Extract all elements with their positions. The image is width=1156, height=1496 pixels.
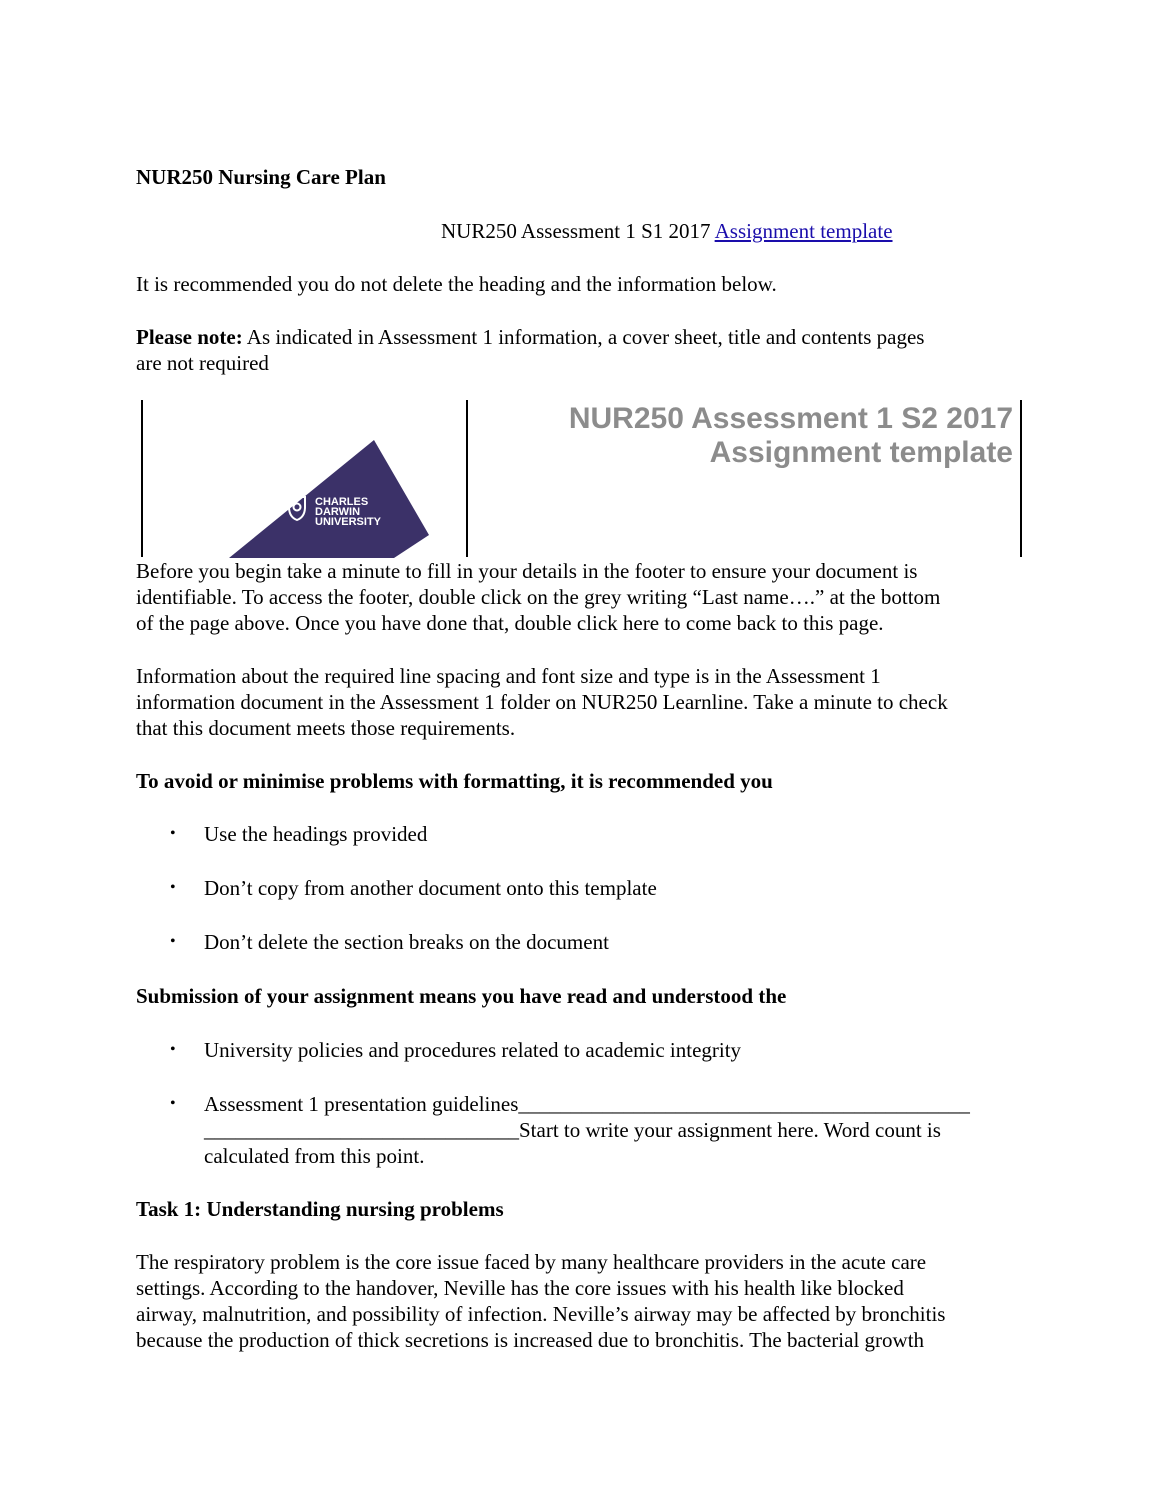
- list-item: University policies and procedures related to academic integrity: [204, 1038, 742, 1062]
- paragraph-line: Information about the required line spacing and font size and type is in the Assessment 1: [136, 664, 881, 688]
- assignment-template-link[interactable]: Assignment template: [714, 219, 893, 243]
- paragraph-line: settings. According to the handover, Neville has the core issues with his health like blocked: [136, 1276, 904, 1300]
- header-left-border: [141, 400, 143, 557]
- list-item: Don’t delete the section breaks on the document: [204, 930, 609, 954]
- logo-line-3: UNIVERSITY: [315, 516, 382, 528]
- footer-instructions: [136, 558, 1021, 636]
- cdu-logo: [229, 440, 429, 558]
- formatting-heading: To avoid or minimise problems with formatting, it is recommended you: [136, 769, 773, 793]
- header-title-block: [470, 400, 1013, 480]
- bullet-icon: •: [170, 1095, 176, 1112]
- logo-wordmark: [315, 497, 381, 527]
- bullet-icon: •: [170, 825, 176, 842]
- paragraph-line: The respiratory problem is the core issue faced by many healthcare providers in the acute care: [136, 1250, 927, 1274]
- list-item: Assessment 1 presentation guidelines___________________________________________: [204, 1092, 970, 1116]
- header-title-line-1: NUR250 Assessment 1 S2 2017: [568, 402, 1013, 435]
- bullet-icon: •: [170, 933, 176, 950]
- subtitle-text: NUR250 Assessment 1 S1 2017: [441, 219, 715, 243]
- list-item-continuation: calculated from this point.: [204, 1144, 425, 1168]
- paragraph-line: information document in the Assessment 1 folder on NUR250 Learnline. Take a minute to check: [136, 690, 948, 714]
- list-item: Don’t copy from another document onto this template: [204, 876, 657, 900]
- paragraph-line: of the page above. Once you have done that, double click here to come back to this page.: [136, 611, 884, 635]
- logo-line-2: DARWIN: [315, 506, 361, 518]
- note-text: As indicated in Assessment 1 information, a cover sheet, title and contents pages: [242, 325, 925, 349]
- paragraph-line: that this document meets those requirements.: [136, 716, 516, 740]
- submission-heading: Submission of your assignment means you have read and understood the: [136, 984, 787, 1008]
- paragraph-line: airway, malnutrition, and possibility of infection. Neville’s airway may be affected by bronchitis: [136, 1302, 946, 1326]
- paragraph-line: identifiable. To access the footer, double click on the grey writing “Last name….” at the bottom: [136, 585, 941, 609]
- intro-text: It is recommended you do not delete the heading and the information below.: [136, 272, 777, 296]
- task-paragraph[interactable]: [136, 1249, 1021, 1353]
- list-item-continuation[interactable]: ______________________________Start to write your assignment here. Word count is: [204, 1118, 941, 1142]
- task-heading: Task 1: Understanding nursing problems: [136, 1197, 504, 1221]
- note-line-1: [136, 324, 924, 350]
- info-paragraph: [136, 663, 1021, 741]
- logo-line-1: CHARLES: [315, 496, 369, 508]
- header-title-line-2: Assignment template: [709, 436, 1013, 469]
- bullet-icon: •: [170, 1041, 176, 1058]
- header-divider: [466, 400, 468, 557]
- document-title: NUR250 Nursing Care Plan: [136, 165, 386, 189]
- paragraph-line: because the production of thick secretions is increased due to bronchitis. The bacterial growth: [136, 1328, 925, 1352]
- paragraph-line: Before you begin take a minute to fill in your details in the footer to ensure your document is: [136, 559, 918, 583]
- bullet-icon: •: [170, 879, 176, 896]
- header-right-border: [1020, 400, 1022, 557]
- note-line-2: are not required: [136, 351, 269, 375]
- list-item: Use the headings provided: [204, 822, 428, 846]
- template-subtitle: [441, 218, 893, 244]
- note-label: Please note:: [136, 325, 243, 349]
